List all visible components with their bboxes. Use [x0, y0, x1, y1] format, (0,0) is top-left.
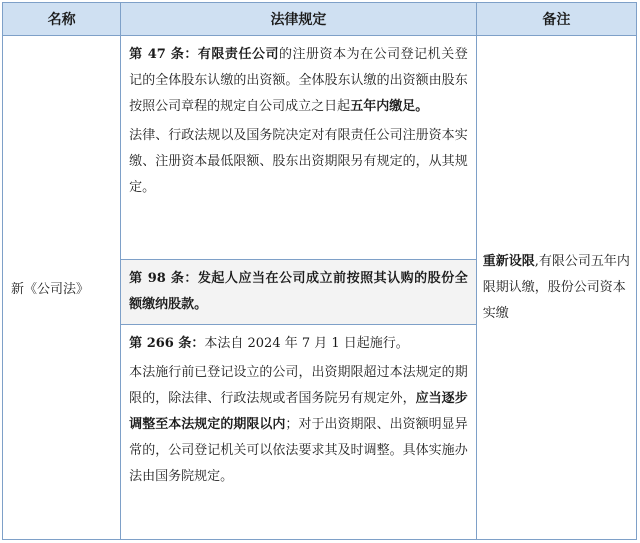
text-run: 法律、行政法规以及国务院决定对有限责任公司注册资本实缴、注册资本最低限额、股东出资期限另有规定的，从其规定。 [129, 128, 468, 195]
law-comparison-table [2, 2, 637, 540]
text-run: 的注册资本为在公司登记机关登记的全体股东认缴的出资额。全体股东认缴的出资额由股东按照公司章程的规定自公司成立之日起 [129, 47, 468, 114]
text-run: ,有限公司五年内限期认缴，股份公司资本实缴 [482, 253, 630, 321]
bold-text: 重新设限 [482, 253, 535, 269]
article-paragraph [129, 266, 468, 318]
header-row [3, 3, 637, 36]
article-paragraph [129, 42, 468, 120]
bold-text: 五年内缴足。 [350, 99, 429, 114]
article-47 [121, 36, 477, 260]
bold-text: 第 47 条：有限责任公司 [129, 47, 279, 62]
article-266 [121, 325, 477, 540]
article-paragraph [129, 360, 468, 490]
text-run: ；对于出资期限、出资额明显异常的，公司登记机关可以依法要求其及时调整。具体实施办法由国务院规定。 [129, 417, 468, 484]
bold-text: 第 266 条： [129, 336, 205, 351]
law-name: 新《公司法》 [3, 36, 121, 540]
note-cell [476, 36, 636, 540]
bold-text: 应当逐步调整至本法规定的期限以内 [129, 391, 468, 432]
article-paragraph [129, 123, 468, 201]
table-row [3, 36, 637, 260]
text-run: 本法自 2024 年 7 月 1 日起施行。 [204, 336, 409, 351]
text-run: 本法施行前已登记设立的公司，出资期限超过本法规定的期限的，除法律、行政法规或者国务院另有规定外， [129, 365, 468, 406]
header-law: 法律规定 [121, 3, 477, 36]
bold-text: 第 98 条：发起人应当在公司成立前按照其认购的股份全额缴纳股款。 [129, 271, 468, 312]
header-name: 名称 [3, 3, 121, 36]
article-98 [121, 260, 477, 325]
article-paragraph [129, 331, 468, 357]
header-note: 备注 [476, 3, 636, 36]
